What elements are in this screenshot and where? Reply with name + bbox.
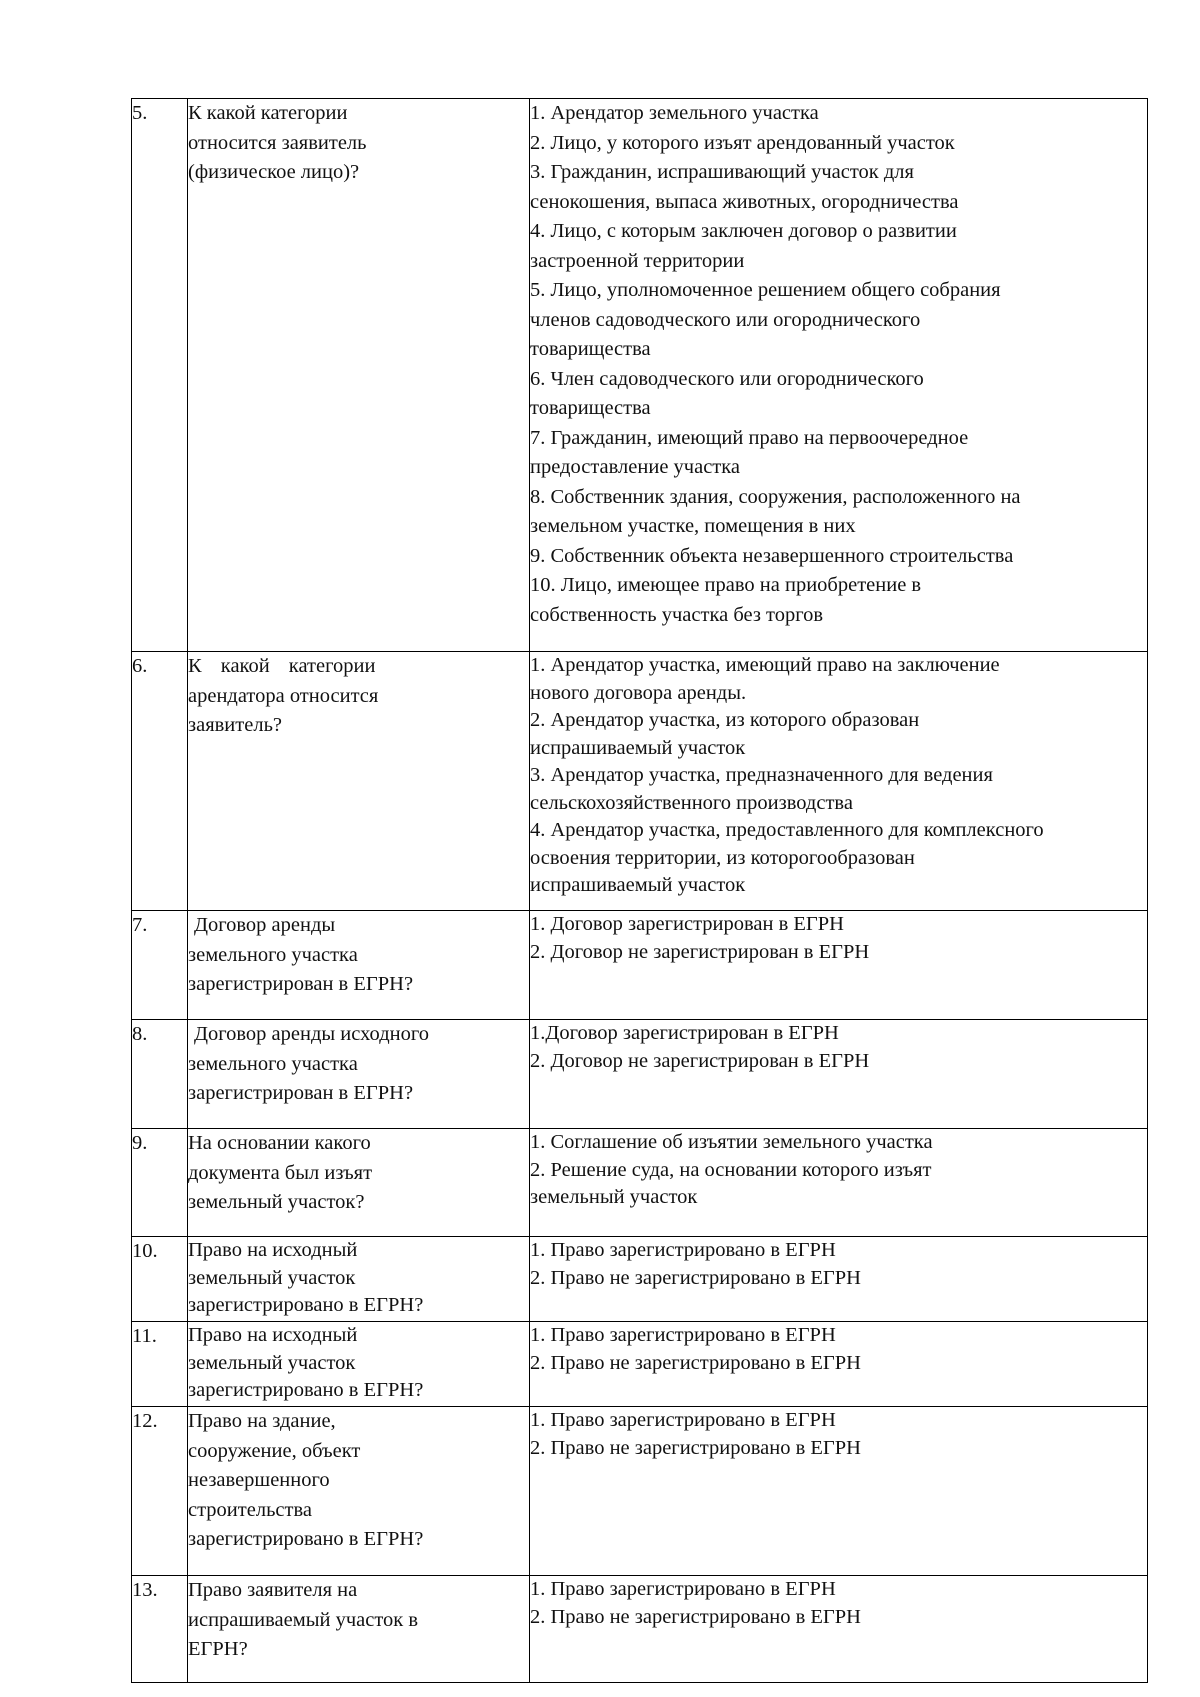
answer-option: 1.Договор зарегистрирован в ЕГРН [530,1022,839,1044]
answer-option: 10. Лицо, имеющее право на приобретение в [530,574,922,596]
answer-option: 7. Гражданин, имеющий право на первоочередное [530,426,969,449]
answer-option: 1. Право зарегистрировано в ЕГРН [530,1578,836,1600]
answer-options-cell [530,911,1148,1020]
answer-option: 1. Право зарегистрировано в ЕГРН [530,1324,836,1346]
row-number: 8. [132,1020,188,1129]
table-row [132,99,1148,652]
table-row [132,652,1148,911]
question-cell: Право на здание, сооружение, объект незавершенного строительства зарегистрировано в ЕГРН? [188,1407,530,1576]
question-cell: Право на исходный земельный участок зарегистрировано в ЕГРН? [188,1322,530,1407]
answer-option: 2. Договор не зарегистрирован в ЕГРН [530,940,870,963]
table-row [132,1576,1148,1683]
table-row [132,1237,1148,1322]
answer-option: 6. Член садоводческого или огороднического [530,367,924,390]
answer-option: 4. Арендатор участка, предоставленного для комплексного [530,819,1044,841]
answer-option: 4. Лицо, с которым заключен договор о развитии [530,220,957,242]
row-number: 5. [132,99,188,652]
question-cell: На основании какого документа был изъят земельный участок? [188,1129,530,1237]
table-row [132,1322,1148,1407]
answer-option: 3. Арендатор участка, предназначенного для ведения [530,764,993,786]
answer-options-cell [530,1322,1148,1407]
row-number: 11. [132,1322,188,1407]
answer-option: 2. Право не зарегистрировано в ЕГРН [530,1351,861,1374]
answer-options-cell [530,1407,1148,1576]
row-number: 12. [132,1407,188,1576]
question-cell: Договор аренды исходного земельного участка зарегистрирован в ЕГРН? [188,1020,530,1129]
answer-option: 1. Соглашение об изъятии земельного участка [530,1131,933,1153]
answer-option: 8. Собственник здания, сооружения, расположенного на [530,485,1021,508]
answer-option: 3. Гражданин, испрашивающий участок для [530,161,914,183]
answer-options-cell: 1. Арендатор участка, имеющий право на заключение нового договора аренды. 2. Арендатор участка, из которого образован испрашиваемый участок 3. Арендатор участка, предназначенного для ведения сельскохозяйственного производства 4. Арендатор участка, предоставленного для комплексного освоения территории, из которогообразован испрашиваемый участок [530,652,1148,911]
table-row [132,1020,1148,1129]
answer-option: 5. Лицо, уполномоченное решением общего собрания [530,279,1001,301]
answer-option: 2. Арендатор участка, из которого образован [530,709,920,731]
answer-option: 2. Договор не зарегистрирован в ЕГРН [530,1049,870,1072]
table-row [132,1129,1148,1237]
answer-options-cell: 1. Соглашение об изъятии земельного участка 2. Решение суда, на основании которого изъят земельный участок [530,1129,1148,1237]
question-cell: Право заявителя на испрашиваемый участок в ЕГРН? [188,1576,530,1683]
row-number: 6. [132,652,188,911]
question-cell: Договор аренды земельного участка зарегистрирован в ЕГРН? [188,911,530,1020]
table-row [132,911,1148,1020]
answer-option: 9. Собственник объекта незавершенного строительства [530,544,1014,567]
answer-option: 2. Решение суда, на основании которого изъят [530,1158,932,1181]
answer-options-cell [530,1576,1148,1683]
question-cell: Право на исходный земельный участок зарегистрировано в ЕГРН? [188,1237,530,1322]
answer-option: 1. Право зарегистрировано в ЕГРН [530,1409,836,1431]
answer-option: 2. Право не зарегистрировано в ЕГРН [530,1605,861,1628]
questionnaire-table [131,98,1148,1683]
row-number: 7. [132,911,188,1020]
row-number: 13. [132,1576,188,1683]
row-number: 10. [132,1237,188,1322]
table-row [132,1407,1148,1576]
question-cell: К какой категории арендатора относится заявитель? [188,652,530,911]
answer-option: 1. Договор зарегистрирован в ЕГРН [530,913,844,935]
question-cell: К какой категории относится заявитель (физическое лицо)? [188,99,530,652]
answer-options-cell: 1. Арендатор земельного участка 2. Лицо, у которого изъят арендованный участок 3. Гражданин, испрашивающий участок для сенокошения, выпаса животных, огородничества 4. Лицо, с которым заключен договор о развитии застроенной территории 5. Лицо, уполномоченное решением общего собрания членов садоводческого или огороднического товарищества 6. Член садоводческого или огороднического товарищества 7. Гражданин, имеющий право на первоочередное предоставление участка 8. Собственник здания, сооружения, расположенного на земельном участке, помещения в них 9. Собственник объекта незавершенного строительства 10. Лицо, имеющее право на приобретение в собственность участка без торгов [530,99,1148,652]
answer-option: 1. Арендатор земельного участка [530,102,819,124]
row-number: 9. [132,1129,188,1237]
answer-option: 2. Право не зарегистрировано в ЕГРН [530,1436,861,1459]
answer-option: 2. Лицо, у которого изъят арендованный участок [530,131,955,154]
answer-options-cell [530,1237,1148,1322]
answer-option: 1. Арендатор участка, имеющий право на заключение [530,654,1000,676]
answer-option: 2. Право не зарегистрировано в ЕГРН [530,1266,861,1289]
answer-option: 1. Право зарегистрировано в ЕГРН [530,1239,836,1261]
answer-options-cell [530,1020,1148,1129]
